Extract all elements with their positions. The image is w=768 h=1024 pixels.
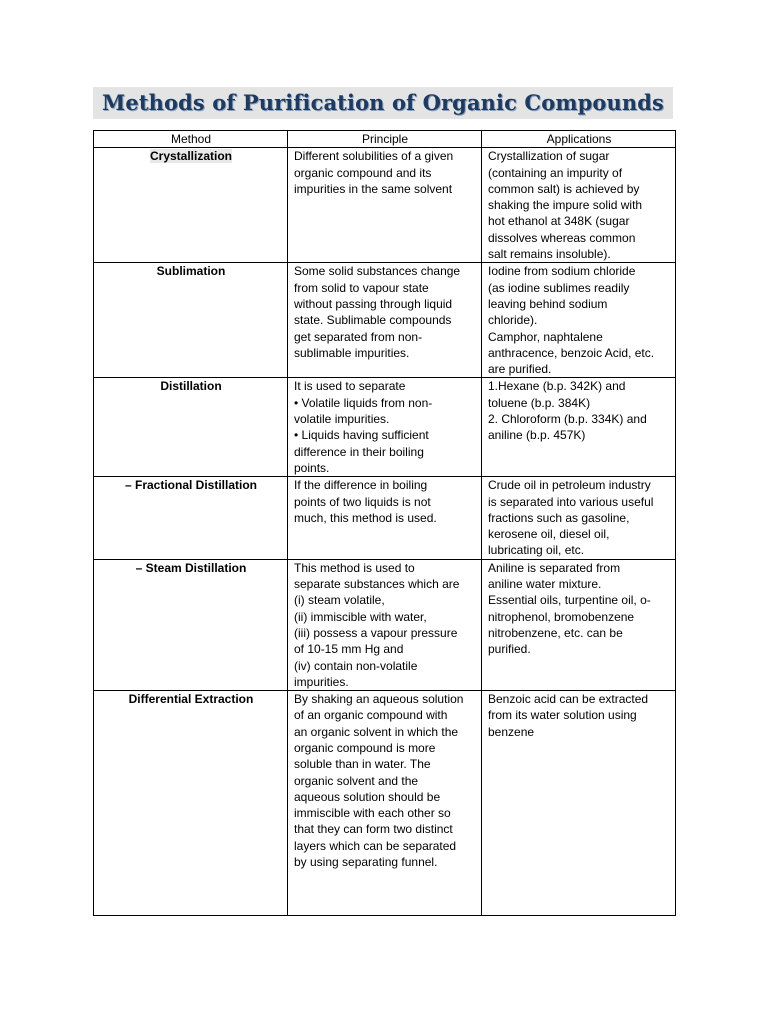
- applications-cell: [482, 691, 676, 916]
- principle-cell: [288, 263, 482, 378]
- applications-cell: [482, 378, 676, 477]
- cell-line: layers which can be separated: [294, 838, 457, 853]
- cell-line: (iii) possess a vapour pressure: [294, 625, 458, 640]
- cell-line: get separated from non-: [294, 329, 423, 344]
- method-name: – Steam Distillation: [135, 560, 247, 575]
- cell-line: Essential oils, turpentine oil, o-: [488, 593, 651, 608]
- cell-line: points of two liquids is not: [294, 494, 431, 509]
- cell-line: Benzoic acid can be extracted: [488, 692, 649, 707]
- cell-line: anthracence, benzoic Acid, etc.: [488, 345, 655, 360]
- cell-line: Some solid substances change: [294, 264, 461, 279]
- cell-line: If the difference in boiling: [294, 478, 428, 493]
- cell-line: purified.: [488, 642, 531, 657]
- cell-line: Camphor, naphtalene: [488, 329, 603, 344]
- method-name: Sublimation: [156, 264, 226, 279]
- cell-line: chloride).: [488, 313, 538, 328]
- method-cell: [94, 477, 288, 559]
- cell-line: organic compound and its: [294, 165, 432, 180]
- cell-line: organic solvent and the: [294, 773, 419, 788]
- cell-line: without passing through liquid: [294, 296, 453, 311]
- cell-line: Iodine from sodium chloride: [488, 264, 636, 279]
- principle-cell: [288, 378, 482, 477]
- cell-line: Crude oil in petroleum industry: [488, 478, 651, 493]
- cell-line: an organic solvent in which the: [294, 724, 459, 739]
- cell-line: volatile impurities.: [294, 412, 390, 427]
- cell-line: benzene: [488, 724, 535, 739]
- principle-cell: [288, 148, 482, 263]
- table-row: [94, 559, 676, 690]
- cell-line: leaving behind sodium: [488, 296, 608, 311]
- cell-line: much, this method is used.: [294, 510, 437, 525]
- cell-line: organic compound is more: [294, 740, 436, 755]
- cell-line: By shaking an aqueous solution: [294, 692, 464, 707]
- cell-line: (containing an impurity of: [488, 165, 623, 180]
- principle-cell: [288, 691, 482, 916]
- cell-line: of an organic compound with: [294, 708, 448, 723]
- header-method: Method: [94, 131, 288, 148]
- cell-line: aniline water mixture.: [488, 577, 602, 592]
- cell-line: toluene (b.p. 384K): [488, 395, 591, 410]
- cell-line: Crystallization of sugar: [488, 149, 610, 164]
- cell-line: impurities in the same solvent: [294, 181, 453, 196]
- cell-line: difference in their boiling: [294, 444, 424, 459]
- cell-line: (iv) contain non-volatile: [294, 658, 418, 673]
- method-name: – Fractional Distillation: [124, 478, 258, 493]
- cell-line: is separated into various useful: [488, 494, 654, 509]
- method-name: Crystallization: [149, 149, 233, 164]
- method-cell: [94, 691, 288, 916]
- cell-line: dissolves whereas common: [488, 230, 636, 245]
- title-banner: [93, 87, 673, 119]
- page-title: Methods of Purification of Organic Compounds: [102, 90, 664, 115]
- table-row: [94, 477, 676, 559]
- cell-line: 2. Chloroform (b.p. 334K) and: [488, 412, 647, 427]
- cell-line: lubricating oil, etc.: [488, 543, 585, 558]
- cell-line: (as iodine sublimes readily: [488, 280, 630, 295]
- principle-cell: [288, 477, 482, 559]
- cell-line: 1.Hexane (b.p. 342K) and: [488, 379, 626, 394]
- applications-cell: [482, 559, 676, 690]
- cell-line: separate substances which are: [294, 577, 460, 592]
- applications-cell: [482, 148, 676, 263]
- cell-line: • Liquids having sufficient: [294, 428, 429, 443]
- cell-line: shaking the impure solid with: [488, 198, 643, 213]
- cell-line: Aniline is separated from: [488, 560, 621, 575]
- method-cell: [94, 559, 288, 690]
- cell-line: kerosene oil, diesel oil,: [488, 527, 610, 542]
- cell-line: state. Sublimable compounds: [294, 313, 452, 328]
- cell-line: that they can form two distinct: [294, 822, 453, 837]
- cell-line: fractions such as gasoline,: [488, 510, 630, 525]
- table-row: [94, 378, 676, 477]
- cell-line: • Volatile liquids from non-: [294, 395, 433, 410]
- header-applications: Applications: [482, 131, 676, 148]
- applications-cell: [482, 263, 676, 378]
- applications-cell: [482, 477, 676, 559]
- cell-line: by using separating funnel.: [294, 855, 438, 870]
- cell-line: (ii) immiscible with water,: [294, 609, 427, 624]
- method-name: Differential Extraction: [128, 692, 254, 707]
- cell-line: It is used to separate: [294, 379, 406, 394]
- header-principle: Principle: [288, 131, 482, 148]
- table-row: [94, 148, 676, 263]
- cell-line: aqueous solution should be: [294, 789, 441, 804]
- table-row: [94, 691, 676, 916]
- cell-line: salt remains insoluble).: [488, 247, 611, 262]
- cell-line: immiscible with each other so: [294, 806, 451, 821]
- method-cell: [94, 263, 288, 378]
- cell-line: This method is used to: [294, 560, 415, 575]
- cell-line: common salt) is achieved by: [488, 181, 640, 196]
- principle-cell: [288, 559, 482, 690]
- method-name: Distillation: [160, 379, 222, 394]
- method-cell: [94, 378, 288, 477]
- cell-line: aniline (b.p. 457K): [488, 428, 586, 443]
- cell-line: soluble than in water. The: [294, 757, 431, 772]
- method-cell: [94, 148, 288, 263]
- cell-line: impurities.: [294, 674, 349, 689]
- cell-line: from its water solution using: [488, 708, 637, 723]
- cell-line: hot ethanol at 348K (sugar: [488, 214, 630, 229]
- cell-line: (i) steam volatile,: [294, 593, 385, 608]
- cell-line: of 10-15 mm Hg and: [294, 642, 404, 657]
- table-header-row: [94, 131, 676, 148]
- cell-line: Different solubilities of a given: [294, 149, 454, 164]
- cell-line: from solid to vapour state: [294, 280, 429, 295]
- cell-line: points.: [294, 460, 330, 475]
- table-row: [94, 263, 676, 378]
- cell-line: nitrobenzene, etc. can be: [488, 625, 623, 640]
- purification-methods-table: [93, 130, 676, 916]
- cell-line: nitrophenol, bromobenzene: [488, 609, 635, 624]
- cell-line: are purified.: [488, 362, 552, 377]
- cell-line: sublimable impurities.: [294, 345, 410, 360]
